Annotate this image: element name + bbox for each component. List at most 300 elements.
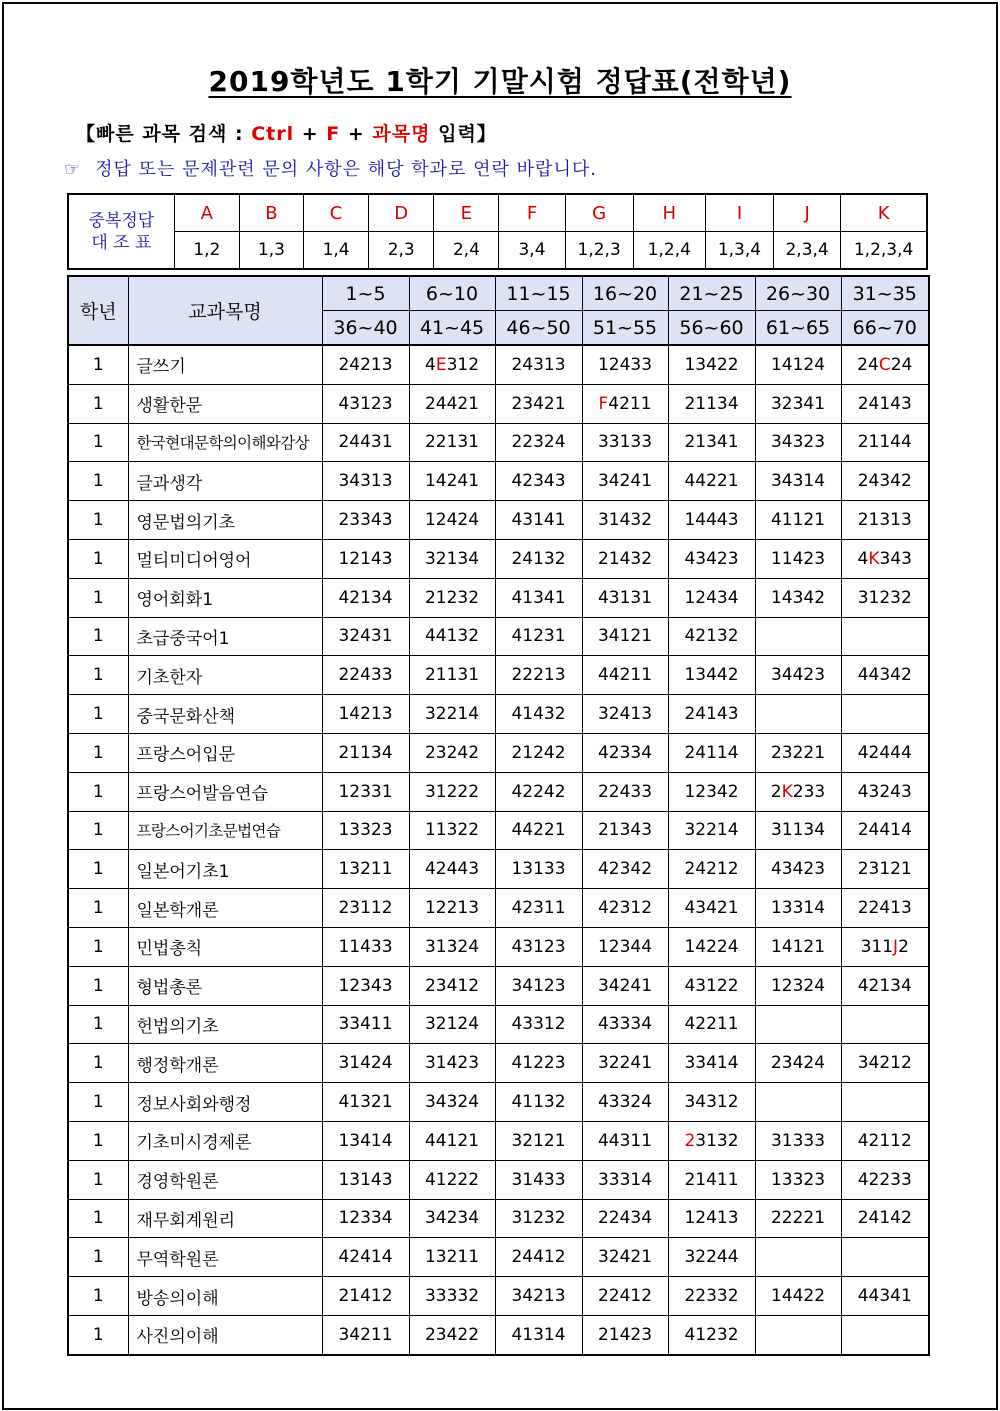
answer-cell: 21341 <box>668 423 755 462</box>
answer-cell: 12413 <box>668 1199 755 1238</box>
range-header-top: 16~20 <box>582 276 668 311</box>
subject-cell: 사진의이해 <box>128 1315 322 1354</box>
answer-cell: 14422 <box>755 1277 841 1316</box>
answer-cell: 22213 <box>495 656 582 695</box>
answer-cell: 42343 <box>495 462 582 501</box>
answer-cell: 43324 <box>582 1083 668 1122</box>
answer-cell: 41341 <box>495 578 582 617</box>
answer-cell: 34324 <box>409 1083 495 1122</box>
answer-cell: 34241 <box>582 462 668 501</box>
grade-cell: 1 <box>68 772 128 811</box>
answer-cell: 14124 <box>755 345 841 384</box>
answer-cell: 42342 <box>582 850 668 889</box>
answer-cell: 42312 <box>582 889 668 928</box>
answer-cell: 41121 <box>755 501 841 540</box>
answer-cell: 42132 <box>668 617 755 656</box>
subject-cell: 일본어기초1 <box>128 850 322 889</box>
answer-cell: 23242 <box>409 733 495 772</box>
hand-pointer-icon: ☞ <box>64 159 82 180</box>
answer-cell: 41432 <box>495 695 582 734</box>
table-row <box>68 1277 929 1316</box>
subject-cell: 정보사회와행정 <box>128 1083 322 1122</box>
answer-cell: 13323 <box>755 1160 841 1199</box>
answer-cell <box>755 1315 841 1354</box>
range-header-bottom: 66~70 <box>841 311 929 346</box>
legend-letter: F <box>499 194 565 232</box>
answer-cell: 24342 <box>841 462 929 501</box>
answer-cell: 43334 <box>582 1005 668 1044</box>
grade-cell: 1 <box>68 462 128 501</box>
legend-letter: K <box>841 194 927 232</box>
answer-cell: 22221 <box>755 1199 841 1238</box>
table-row <box>68 501 929 540</box>
notice-line: ☞ 정답 또는 문제관련 문의 사항은 해당 학과로 연락 바랍니다. <box>64 159 597 180</box>
range-header-bottom: 56~60 <box>668 311 755 346</box>
subject-cell: 글쓰기 <box>128 345 322 384</box>
answer-cell: 24414 <box>841 811 929 850</box>
grade-cell: 1 <box>68 695 128 734</box>
answer-cell: 14213 <box>322 695 409 734</box>
answer-cell: 32121 <box>495 1121 582 1160</box>
grade-cell: 1 <box>68 966 128 1005</box>
answer-cell: 44211 <box>582 656 668 695</box>
grade-cell: 1 <box>68 1160 128 1199</box>
answer-cell: 13314 <box>755 889 841 928</box>
answer-cell: 11322 <box>409 811 495 850</box>
answer-cell: 14443 <box>668 501 755 540</box>
grade-cell: 1 <box>68 656 128 695</box>
grade-cell: 1 <box>68 1199 128 1238</box>
answer-cell: 23424 <box>755 1044 841 1083</box>
grade-cell: 1 <box>68 1277 128 1316</box>
grade-cell: 1 <box>68 927 128 966</box>
header-row <box>68 276 929 311</box>
subject-cell: 재무회계원리 <box>128 1199 322 1238</box>
subject-cell: 일본학개론 <box>128 889 322 928</box>
answer-cell: 4E312 <box>409 345 495 384</box>
answer-cell: 31222 <box>409 772 495 811</box>
answer-cell: 31324 <box>409 927 495 966</box>
answer-cell: 43123 <box>322 384 409 423</box>
subject-cell: 프랑스어입문 <box>128 733 322 772</box>
subject-cell: 형법총론 <box>128 966 322 1005</box>
answer-cell: 43243 <box>841 772 929 811</box>
answer-cell: 33314 <box>582 1160 668 1199</box>
answer-cell: 42311 <box>495 889 582 928</box>
grade-cell: 1 <box>68 384 128 423</box>
answer-cell: 21144 <box>841 423 929 462</box>
answer-cell <box>755 695 841 734</box>
answer-cell: 42334 <box>582 733 668 772</box>
table-row <box>68 1083 929 1122</box>
grade-cell: 1 <box>68 539 128 578</box>
answer-cell: 44121 <box>409 1121 495 1160</box>
answer-cell: 42233 <box>841 1160 929 1199</box>
answer-cell: 32134 <box>409 539 495 578</box>
range-header-bottom: 36~40 <box>322 311 409 346</box>
answer-cell: 43421 <box>668 889 755 928</box>
table-row <box>68 889 929 928</box>
answer-cell: 43123 <box>495 927 582 966</box>
answer-cell: 21313 <box>841 501 929 540</box>
legend-letter: E <box>434 194 499 232</box>
answer-cell: 34313 <box>322 462 409 501</box>
legend-value: 1,2 <box>174 232 239 270</box>
answer-cell: 43122 <box>668 966 755 1005</box>
subject-cell: 한국현대문학의이해와감상 <box>128 423 322 462</box>
legend-letter: D <box>369 194 434 232</box>
table-row <box>68 850 929 889</box>
answer-cell: 22324 <box>495 423 582 462</box>
legend-letter: B <box>239 194 303 232</box>
answer-cell: 12434 <box>668 578 755 617</box>
answer-cell: 21432 <box>582 539 668 578</box>
answer-cell: 34241 <box>582 966 668 1005</box>
answer-cell: 42414 <box>322 1238 409 1277</box>
answer-cell: 24431 <box>322 423 409 462</box>
answer-cell: 13211 <box>409 1238 495 1277</box>
answer-cell: 41314 <box>495 1315 582 1354</box>
answer-cell: 34213 <box>495 1277 582 1316</box>
answer-cell: 14241 <box>409 462 495 501</box>
grade-cell: 1 <box>68 345 128 384</box>
subject-cell: 프랑스어발음연습 <box>128 772 322 811</box>
range-header-bottom: 41~45 <box>409 311 495 346</box>
answer-cell: 32413 <box>582 695 668 734</box>
answer-cell: 42242 <box>495 772 582 811</box>
highlighted-answer: C <box>878 354 891 375</box>
legend-value: 1,2,3,4 <box>841 232 927 270</box>
answer-cell: 31423 <box>409 1044 495 1083</box>
answer-cell: 23221 <box>755 733 841 772</box>
highlighted-answer: K <box>781 781 793 802</box>
grade-cell: 1 <box>68 1005 128 1044</box>
answer-cell: 31433 <box>495 1160 582 1199</box>
subject-cell: 글과생각 <box>128 462 322 501</box>
legend-value: 1,4 <box>304 232 369 270</box>
table-row <box>68 539 929 578</box>
answer-cell: 42443 <box>409 850 495 889</box>
answer-cell <box>841 617 929 656</box>
answer-cell: 32244 <box>668 1238 755 1277</box>
table-row <box>68 927 929 966</box>
answer-cell: 32214 <box>668 811 755 850</box>
search-tip: 【빠른 과목 검색 : Ctrl + F + 과목명 입력】 <box>76 123 497 145</box>
answer-cell: 23132 <box>668 1121 755 1160</box>
answer-cell: 41321 <box>322 1083 409 1122</box>
answer-cell: 12344 <box>582 927 668 966</box>
answer-cell: 24143 <box>668 695 755 734</box>
range-header-top: 26~30 <box>755 276 841 311</box>
answer-cell: 12334 <box>322 1199 409 1238</box>
answer-cell: 14121 <box>755 927 841 966</box>
grade-cell: 1 <box>68 850 128 889</box>
table-row <box>68 1044 929 1083</box>
duplicate-answer-legend <box>67 193 928 270</box>
answer-cell: 23421 <box>495 384 582 423</box>
answer-cell: 13442 <box>668 656 755 695</box>
answer-cell: 42444 <box>841 733 929 772</box>
answer-cell: 21412 <box>322 1277 409 1316</box>
answer-cell <box>755 1005 841 1044</box>
legend-value: 2,3,4 <box>774 232 841 270</box>
answer-cell: 12433 <box>582 345 668 384</box>
answer-cell: 31333 <box>755 1121 841 1160</box>
answer-cell: 13143 <box>322 1160 409 1199</box>
subject-cell: 행정학개론 <box>128 1044 322 1083</box>
answer-cell: 34234 <box>409 1199 495 1238</box>
subject-cell: 무역학원론 <box>128 1238 322 1277</box>
legend-value: 1,3 <box>239 232 303 270</box>
highlighted-answer: K <box>868 548 880 569</box>
answer-cell: 13414 <box>322 1121 409 1160</box>
answer-cell: 43141 <box>495 501 582 540</box>
grade-cell: 1 <box>68 1044 128 1083</box>
grade-cell: 1 <box>68 733 128 772</box>
subject-cell: 영문법의기초 <box>128 501 322 540</box>
answer-cell: 21242 <box>495 733 582 772</box>
answer-cell <box>755 1083 841 1122</box>
legend-letter: A <box>174 194 239 232</box>
answer-cell: 22433 <box>322 656 409 695</box>
legend-value: 2,4 <box>434 232 499 270</box>
answer-cell: 41222 <box>409 1160 495 1199</box>
answer-cell: 31134 <box>755 811 841 850</box>
table-row <box>68 966 929 1005</box>
answer-cell: 23412 <box>409 966 495 1005</box>
page-title: 2019학년도 1학기 기말시험 정답표(전학년) <box>208 65 792 98</box>
table-row <box>68 733 929 772</box>
answer-cell: 24114 <box>668 733 755 772</box>
answer-cell <box>841 1083 929 1122</box>
answer-cell: 44342 <box>841 656 929 695</box>
answer-cell: 21134 <box>322 733 409 772</box>
range-header-bottom: 51~55 <box>582 311 668 346</box>
answer-cell: 11433 <box>322 927 409 966</box>
answer-cell <box>755 617 841 656</box>
table-row <box>68 384 929 423</box>
answer-cell: 33414 <box>668 1044 755 1083</box>
table-row <box>68 1238 929 1277</box>
grade-cell: 1 <box>68 501 128 540</box>
subject-cell: 기초미시경제론 <box>128 1121 322 1160</box>
range-header-top: 21~25 <box>668 276 755 311</box>
grade-cell: 1 <box>68 889 128 928</box>
answer-cell: 21423 <box>582 1315 668 1354</box>
answer-cell: 13133 <box>495 850 582 889</box>
answer-cell: 12342 <box>668 772 755 811</box>
answer-cell: 24132 <box>495 539 582 578</box>
answer-cell <box>755 1238 841 1277</box>
answer-cell: 32421 <box>582 1238 668 1277</box>
answer-cell: 11423 <box>755 539 841 578</box>
table-row <box>68 772 929 811</box>
grade-cell: 1 <box>68 1121 128 1160</box>
grade-cell: 1 <box>68 811 128 850</box>
answer-cell: 42211 <box>668 1005 755 1044</box>
range-header-top: 11~15 <box>495 276 582 311</box>
answer-cell: 42112 <box>841 1121 929 1160</box>
answer-cell: 24421 <box>409 384 495 423</box>
table-row <box>68 345 929 384</box>
legend-letter: C <box>304 194 369 232</box>
answer-cell: 12213 <box>409 889 495 928</box>
answer-cell <box>841 1238 929 1277</box>
answer-cell: 31424 <box>322 1044 409 1083</box>
grade-cell: 1 <box>68 578 128 617</box>
answer-cell: 42134 <box>841 966 929 1005</box>
legend-value: 2,3 <box>369 232 434 270</box>
answer-cell: 44311 <box>582 1121 668 1160</box>
legend-value: 1,2,3 <box>565 232 633 270</box>
answer-cell: 34123 <box>495 966 582 1005</box>
answer-cell: 13211 <box>322 850 409 889</box>
subject-cell: 경영학원론 <box>128 1160 322 1199</box>
answer-cell: 41132 <box>495 1083 582 1122</box>
subject-cell: 멀티미디어영어 <box>128 539 322 578</box>
answer-cell: 21411 <box>668 1160 755 1199</box>
answer-cell: 22413 <box>841 889 929 928</box>
answer-cell: 23112 <box>322 889 409 928</box>
grade-cell: 1 <box>68 423 128 462</box>
answer-cell: 32124 <box>409 1005 495 1044</box>
highlighted-answer: J <box>893 936 899 957</box>
answer-cell: 33332 <box>409 1277 495 1316</box>
answer-cell: 32214 <box>409 695 495 734</box>
legend-value-row <box>68 232 927 270</box>
answer-cell: 12424 <box>409 501 495 540</box>
highlighted-answer: 2 <box>684 1130 696 1151</box>
table-row <box>68 423 929 462</box>
answer-cell: 44221 <box>668 462 755 501</box>
answer-cell: 43423 <box>668 539 755 578</box>
answer-cell: 33133 <box>582 423 668 462</box>
subject-cell: 영어회화1 <box>128 578 322 617</box>
answer-cell: 12343 <box>322 966 409 1005</box>
table-row <box>68 578 929 617</box>
answer-cell: 23121 <box>841 850 929 889</box>
answer-table <box>67 275 930 1356</box>
grade-cell: 1 <box>68 617 128 656</box>
table-row <box>68 462 929 501</box>
answer-cell: 23343 <box>322 501 409 540</box>
answer-cell: 33411 <box>322 1005 409 1044</box>
legend-letter: I <box>705 194 773 232</box>
range-header-top: 31~35 <box>841 276 929 311</box>
answer-cell: 41232 <box>668 1315 755 1354</box>
answer-cell: 311J2 <box>841 927 929 966</box>
legend-letter: H <box>633 194 705 232</box>
subject-cell: 생활한문 <box>128 384 322 423</box>
legend-value: 1,2,4 <box>633 232 705 270</box>
table-row <box>68 811 929 850</box>
answer-cell: 24213 <box>322 345 409 384</box>
answer-cell: 12331 <box>322 772 409 811</box>
range-header-bottom: 61~65 <box>755 311 841 346</box>
table-row <box>68 1199 929 1238</box>
legend-value: 3,4 <box>499 232 565 270</box>
subject-header: 교과목명 <box>128 276 322 345</box>
subject-cell: 방송의이해 <box>128 1277 322 1316</box>
answer-cell: 24C24 <box>841 345 929 384</box>
legend-header-line: 대 조 표 <box>91 232 152 253</box>
answer-cell: 32341 <box>755 384 841 423</box>
answer-cell: 32241 <box>582 1044 668 1083</box>
range-header-bottom: 46~50 <box>495 311 582 346</box>
answer-cell: 42134 <box>322 578 409 617</box>
legend-value: 1,3,4 <box>705 232 773 270</box>
answer-cell: 31232 <box>495 1199 582 1238</box>
answer-cell: 34314 <box>755 462 841 501</box>
legend-letter-row <box>68 194 927 232</box>
answer-cell: 12324 <box>755 966 841 1005</box>
answer-cell: 34212 <box>841 1044 929 1083</box>
answer-cell: 24143 <box>841 384 929 423</box>
answer-cell: 4K343 <box>841 539 929 578</box>
answer-cell: 24142 <box>841 1199 929 1238</box>
answer-cell: 21131 <box>409 656 495 695</box>
answer-cell: 22131 <box>409 423 495 462</box>
answer-cell: 44221 <box>495 811 582 850</box>
subject-cell: 초급중국어1 <box>128 617 322 656</box>
answer-cell: 41223 <box>495 1044 582 1083</box>
answer-cell: 22332 <box>668 1277 755 1316</box>
grade-cell: 1 <box>68 1315 128 1354</box>
legend-letter: J <box>774 194 841 232</box>
answer-cell: 43423 <box>755 850 841 889</box>
subject-cell: 프랑스어기초문법연습 <box>128 811 322 850</box>
subject-cell: 기초한자 <box>128 656 322 695</box>
answer-cell: 31432 <box>582 501 668 540</box>
subject-cell: 중국문화산책 <box>128 695 322 734</box>
answer-cell: 22433 <box>582 772 668 811</box>
table-row <box>68 617 929 656</box>
answer-cell: 34423 <box>755 656 841 695</box>
answer-cell: 13323 <box>322 811 409 850</box>
answer-cell: 22412 <box>582 1277 668 1316</box>
table-row <box>68 695 929 734</box>
grade-header: 학년 <box>68 276 128 345</box>
answer-cell: 21134 <box>668 384 755 423</box>
range-header-top: 6~10 <box>409 276 495 311</box>
answer-cell: 14224 <box>668 927 755 966</box>
table-row <box>68 1315 929 1354</box>
grade-cell: 1 <box>68 1238 128 1277</box>
answer-cell: 23422 <box>409 1315 495 1354</box>
answer-cell <box>841 1315 929 1354</box>
answer-cell: 44132 <box>409 617 495 656</box>
highlighted-answer: E <box>435 354 447 375</box>
subject-cell: 헌법의기초 <box>128 1005 322 1044</box>
range-header-top: 1~5 <box>322 276 409 311</box>
subject-cell: 민법총칙 <box>128 927 322 966</box>
answer-cell: 34323 <box>755 423 841 462</box>
table-row <box>68 1121 929 1160</box>
table-row <box>68 1005 929 1044</box>
table-row <box>68 1160 929 1199</box>
grade-cell: 1 <box>68 1083 128 1122</box>
answer-cell: 14342 <box>755 578 841 617</box>
answer-cell: 24412 <box>495 1238 582 1277</box>
answer-cell: 13422 <box>668 345 755 384</box>
highlighted-answer: F <box>598 393 609 414</box>
answer-cell: 44341 <box>841 1277 929 1316</box>
answer-cell: 43312 <box>495 1005 582 1044</box>
answer-cell: 22434 <box>582 1199 668 1238</box>
answer-cell <box>841 1005 929 1044</box>
answer-cell: 24313 <box>495 345 582 384</box>
answer-cell: 41231 <box>495 617 582 656</box>
